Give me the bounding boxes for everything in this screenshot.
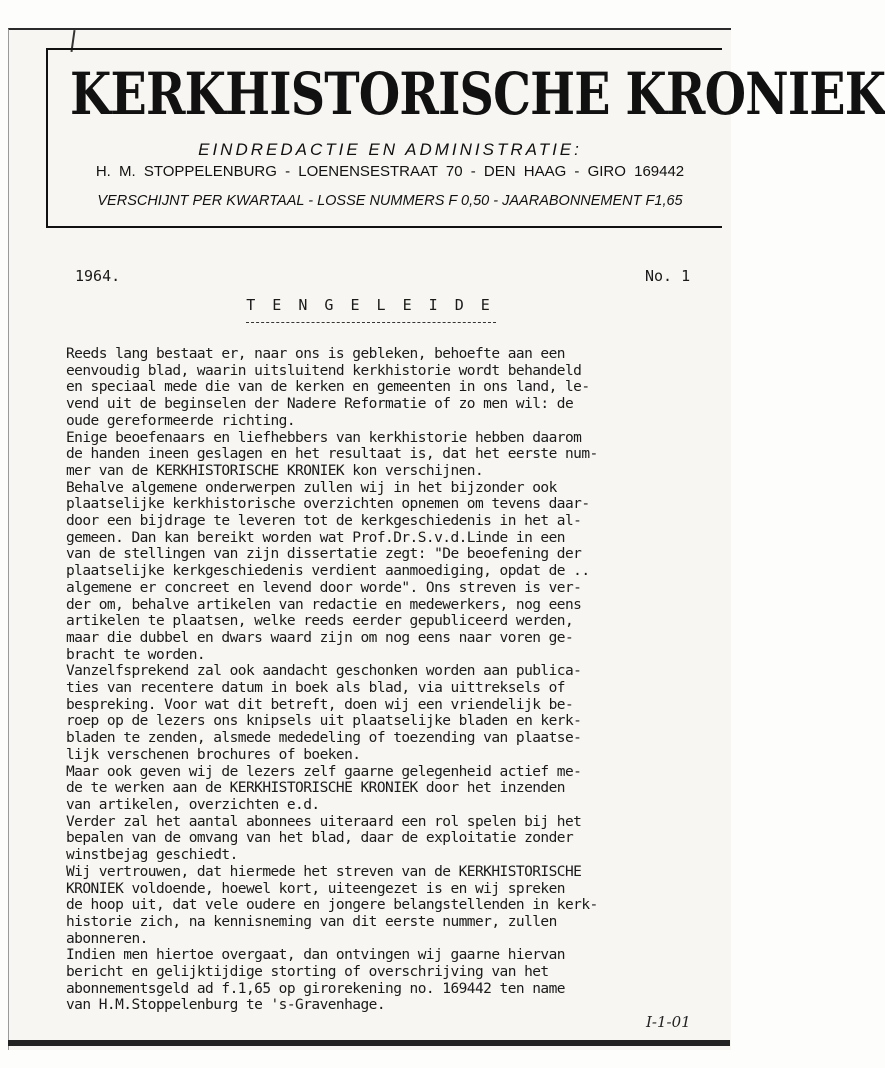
article-body [66,346,722,1014]
body-line: Indien men hiertoe overgaat, dan ontvingen wij gaarne hiervan [66,947,565,964]
editorial-line: EINDREDACTIE EN ADMINISTRATIE: [198,140,582,159]
body-line: algemene er concreet en levend door worde". Ons streven is ver- [66,579,582,596]
body-line: door een bijdrage te leveren tot de kerkgeschiedenis in het al- [66,513,582,530]
body-line: bespreking. Voor wat dit betreft, doen wij een vriendelijk be- [66,696,574,713]
body-line: van artikelen, overzichten e.d. [66,796,320,813]
subscription-line: VERSCHIJNT PER KWARTAAL - LOSSE NUMMERS F 0,50 - JAARABONNEMENT F1,65 [97,193,683,209]
body-line: bepalen van de omvang van het blad, daar de exploitatie zonder [66,830,574,847]
body-line: abonneren. [66,930,148,947]
body-line: maar die dubbel en dwars waard zijn om nog eens naar voren ge- [66,629,574,646]
body-line: vend uit de beginselen der Nadere Reformatie of zo men wil: de [66,396,574,413]
body-line: winstbejag geschiedt. [66,847,238,864]
body-line: lijk verschenen brochures of boeken. [66,746,361,763]
body-line: oude gereformeerde richting. [66,412,296,429]
body-line: de te werken aan de KERKHISTORISCHE KRONIEK door het inzenden [66,780,565,797]
body-line: historie zich, na kennisneming van dit eerste nummer, zullen [66,913,557,930]
body-line: en speciaal mede die van de kerken en gemeenten in ons land, le- [66,379,590,396]
body-line: Verder zal het aantal abonnees uiteraard een rol spelen bij het [66,813,582,830]
article-title: T E N G E L E I D E [246,296,494,314]
body-line: der om, behalve artikelen van redactie en medewerkers, nog eens [66,596,582,613]
body-line: artikelen te plaatsen, welke reeds eerder gepubliceerd werden, [66,613,574,630]
body-line: Maar ook geven wij de lezers zelf gaarne gelegenheid actief me- [66,763,582,780]
body-line: bericht en gelijktijdige storting of overschrijving van het [66,964,549,981]
body-line: bracht te worden. [66,646,206,663]
masthead-title: KERKHISTORISCHE KRONIEK [70,60,885,128]
body-line: de handen ineen geslagen en het resultaat is, dat het eerste num- [66,446,598,463]
handwritten-annotation: I-1-01 [646,1013,691,1031]
body-line: ties van recentere datum in boek als blad, via uittreksels of [66,680,565,697]
body-line: de hoop uit, dat vele oudere en jongere belangstellenden in kerk- [66,897,598,914]
body-line: mer van de KERKHISTORISCHE KRONIEK kon verschijnen. [66,462,484,479]
address-line: H. M. STOPPELENBURG - LOENENSESTRAAT 70 - DEN HAAG - GIRO 169442 [95,163,685,180]
body-line: van H.M.Stoppelenburg te 's-Gravenhage. [66,997,386,1014]
body-line: abonnementsgeld ad f.1,65 op girorekening no. 169442 ten name [66,980,565,997]
body-line: gemeen. Dan kan bereikt worden wat Prof.Dr.S.v.d.Linde in een [66,529,565,546]
body-line: plaatselijke kerkgeschiedenis verdient aanmoediging, opdat de .. [66,563,590,580]
body-line: Reeds lang bestaat er, naar ons is gebleken, behoefte aan een [66,346,565,362]
title-underline [246,322,496,323]
body-line: Enige beoefenaars en liefhebbers van kerkhistorie hebben daarom [66,429,582,446]
body-line: roep op de lezers ons knipsels uit plaatselijke bladen en kerk- [66,713,582,730]
body-line: eenvoudig blad, waarin uitsluitend kerkhistorie wordt behandeld [66,362,582,379]
body-line: bladen te zenden, alsmede mededeling of toezending van plaatse- [66,730,582,747]
body-line: Behalve algemene onderwerpen zullen wij in het bijzonder ook [66,479,557,496]
issue-number: No. 1 [645,267,691,285]
publication-year: 1964. [75,267,121,285]
body-line: Vanzelfsprekend zal ook aandacht geschonken worden aan publica- [66,663,582,680]
body-line: van de stellingen van zijn dissertatie zegt: "De beoefening der [66,546,582,563]
body-line: plaatselijke kerkhistorische overzichten opnemen om tevens daar- [66,496,590,513]
scan-border-bottom [8,1040,730,1046]
body-line: KRONIEK voldoende, hoewel kort, uiteengezet is en wij spreken [66,880,565,897]
body-line: Wij vertrouwen, dat hiermede het streven van de KERKHISTORISCHE [66,863,582,880]
